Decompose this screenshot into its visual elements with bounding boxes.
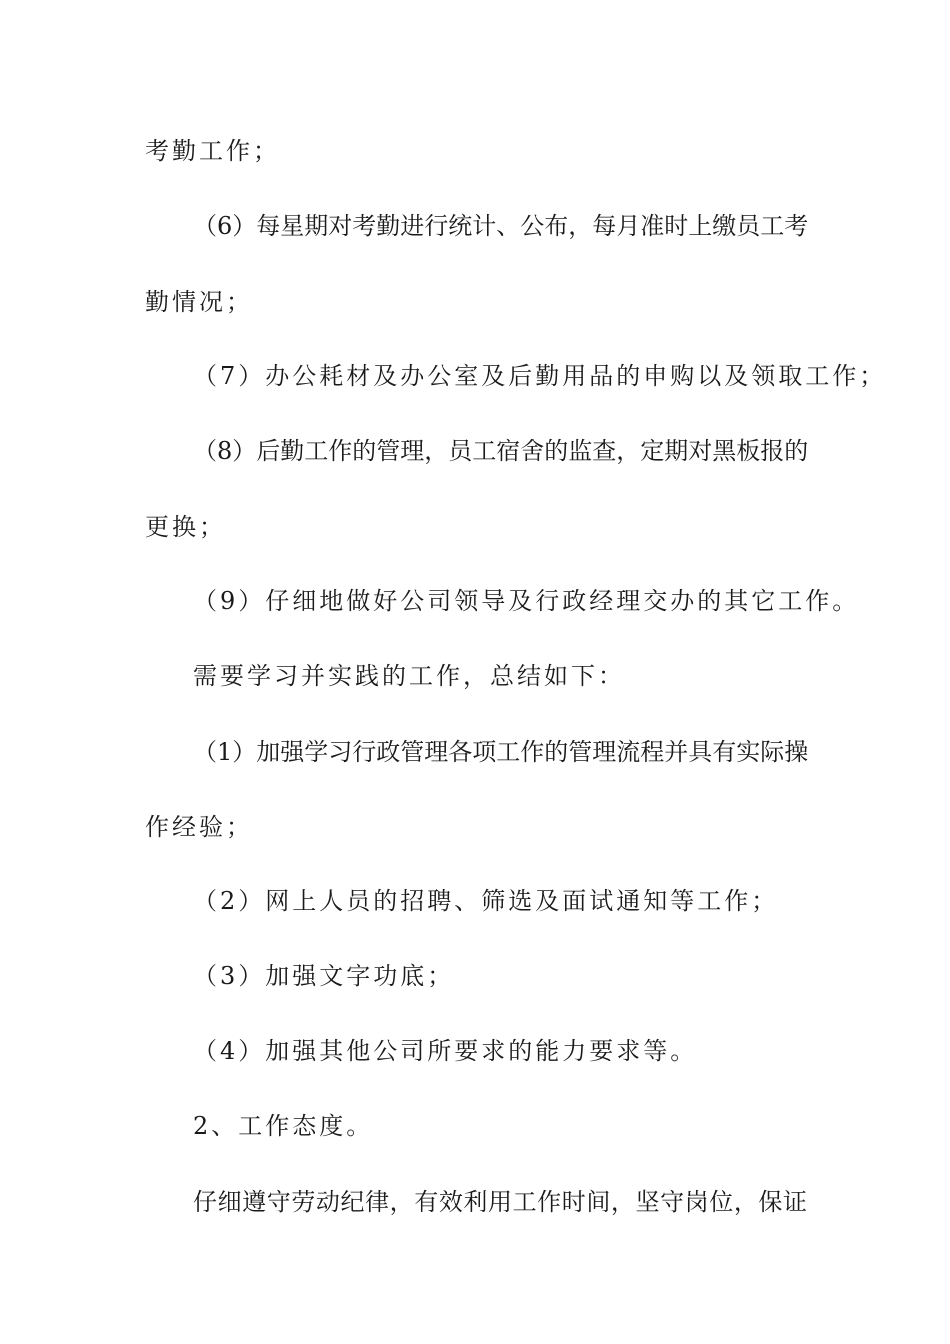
paragraph-line: （2）网上人员的招聘、筛选及面试通知等工作； [193, 887, 779, 915]
paragraph-line: 更换； [145, 513, 226, 541]
paragraph-line: 勤情况； [145, 288, 253, 316]
paragraph-line: （9）仔细地做好公司领导及行政经理交办的其它工作。 [193, 587, 860, 615]
paragraph-line: （7）办公耗材及办公室及后勤用品的申购以及领取工作； [193, 362, 887, 390]
paragraph-line: （6）每星期对考勤进行统计、公布，每月准时上缴员工考 [193, 212, 809, 240]
paragraph-line: （4）加强其他公司所要求的能力要求等。 [193, 1037, 698, 1065]
paragraph-line: 需要学习并实践的工作，总结如下： [193, 662, 625, 690]
paragraph-line: （1）加强学习行政管理各项工作的管理流程并具有实际操 [193, 738, 809, 766]
section-heading: 2、工作态度。 [193, 1112, 374, 1140]
paragraph-line: （3）加强文字功底； [193, 962, 455, 990]
paragraph-line: 考勤工作； [145, 137, 280, 165]
paragraph-line: 作经验； [145, 813, 253, 841]
paragraph-line: 仔细遵守劳动纪律，有效利用工作时间，坚守岗位，保证 [193, 1188, 807, 1216]
paragraph-line: （8）后勤工作的管理，员工宿舍的监查，定期对黑板报的 [193, 437, 809, 465]
